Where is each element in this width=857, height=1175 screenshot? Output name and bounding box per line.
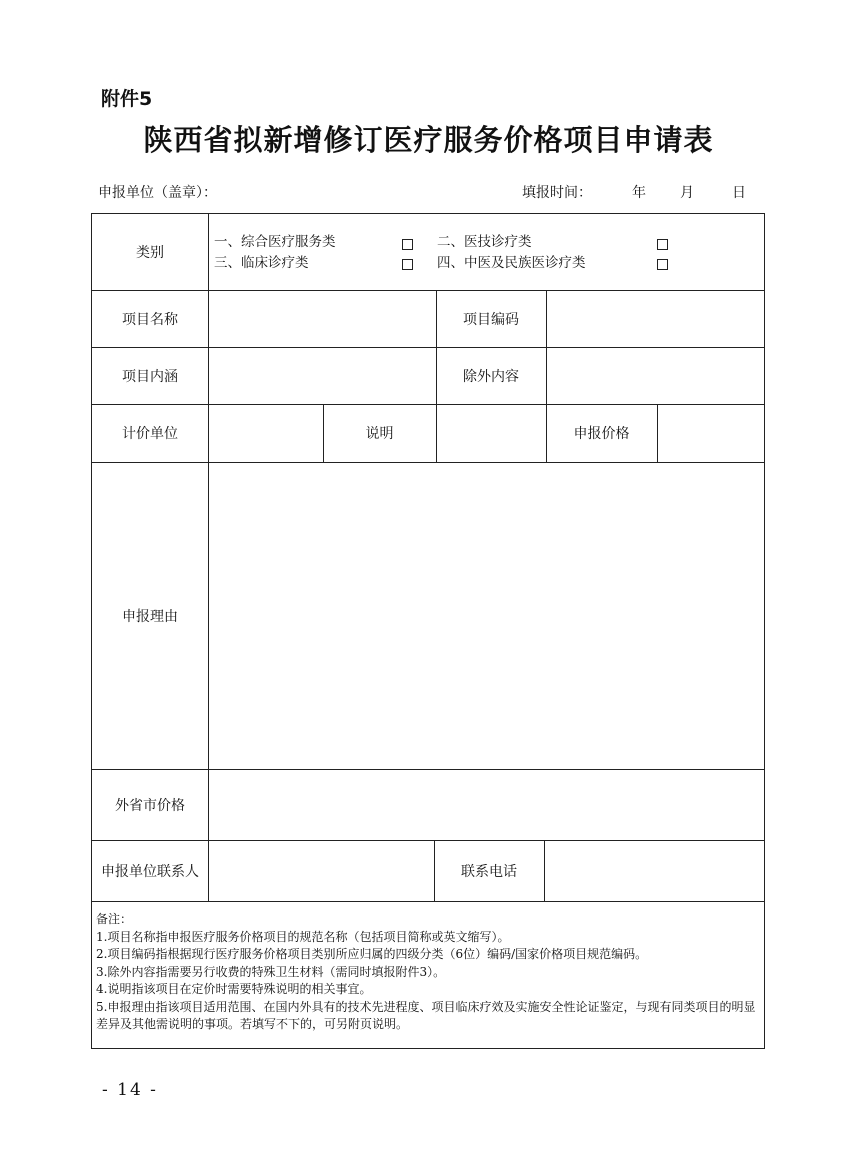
item-code-input[interactable]: [546, 290, 764, 347]
category-option-1-checkbox[interactable]: [402, 239, 413, 250]
declared-price-input[interactable]: [657, 404, 764, 462]
category-label: 类别: [136, 245, 164, 261]
item-content-input[interactable]: [208, 347, 436, 404]
description-label: 说明: [365, 426, 394, 442]
category-option-4-label: 四、中医及民族医诊疗类: [437, 255, 586, 271]
notes-heading: 备注：: [96, 912, 133, 926]
item-name-label: 项目名称: [122, 311, 178, 328]
other-province-price-input[interactable]: [208, 769, 764, 840]
application-form-table: [91, 213, 765, 1049]
other-province-price-label: 外省市价格: [115, 797, 185, 814]
fill-time: [522, 182, 746, 202]
unit-label: 申报单位（盖章）：: [98, 185, 217, 201]
declared-price-label: 申报价格: [573, 426, 630, 442]
category-option-3[interactable]: [214, 253, 309, 274]
note-item: 1.项目名称指申报医疗服务价格项目的规范名称（包括项目简称或英文缩写）。: [96, 929, 510, 944]
note-item: 3.除外内容指需要另行收费的特殊卫生材料（需同时填报附件3）。: [96, 964, 446, 979]
reason-input[interactable]: [208, 462, 764, 769]
excluded-content-label: 除外内容: [463, 368, 519, 385]
row-divider: [92, 901, 764, 902]
contact-phone-input[interactable]: [544, 840, 764, 901]
description-input[interactable]: [436, 404, 546, 462]
note-item: 2.项目编码指根据现行医疗服务价格项目类别所应归属的四级分类（6位）编码/国家价格项目规范编码。: [96, 947, 648, 961]
day-label: 日: [732, 185, 746, 201]
category-option-1-label: 一、综合医疗服务类: [214, 234, 336, 250]
reason-label: 申报理由: [122, 608, 178, 625]
category-option-2-checkbox[interactable]: [657, 239, 668, 250]
category-option-4[interactable]: [437, 253, 586, 274]
note-item: 4.说明指该项目在定价时需要特殊说明的相关事宜。: [96, 982, 372, 996]
contact-person-label: 申报单位联系人: [101, 863, 199, 880]
category-option-2[interactable]: [437, 232, 532, 253]
pricing-unit-label: 计价单位: [122, 426, 178, 442]
category-option-3-checkbox[interactable]: [402, 259, 413, 270]
notes-section: [96, 911, 758, 1034]
item-code-label: 项目编码: [463, 311, 519, 328]
month-label: 月: [680, 185, 694, 201]
category-option-4-checkbox[interactable]: [657, 259, 668, 270]
page-number: - 14 -: [102, 1080, 158, 1100]
time-label: 填报时间：: [522, 185, 592, 201]
note-item: 5.申报理由指该项目适用范围、在国内外具有的技术先进程度、项目临床疗效及实施安全性论证鉴定，与现有同类项目的明显差异及其他需说明的事项。若填写不下的，可另附页说明。: [96, 999, 756, 1031]
year-label: 年: [632, 185, 646, 201]
pricing-unit-input[interactable]: [208, 404, 323, 462]
category-option-3-label: 三、临床诊疗类: [214, 255, 309, 271]
contact-phone-label: 联系电话: [461, 863, 517, 880]
form-title: 陕西省拟新增修订医疗服务价格项目申请表: [143, 123, 714, 157]
contact-person-input[interactable]: [208, 840, 434, 901]
item-content-label: 项目内涵: [122, 368, 178, 385]
category-option-2-label: 二、医技诊疗类: [437, 234, 532, 250]
category-option-1[interactable]: [214, 232, 336, 253]
item-name-input[interactable]: [208, 290, 436, 347]
attachment-label: 附件5: [101, 88, 153, 110]
excluded-content-input[interactable]: [546, 347, 764, 404]
